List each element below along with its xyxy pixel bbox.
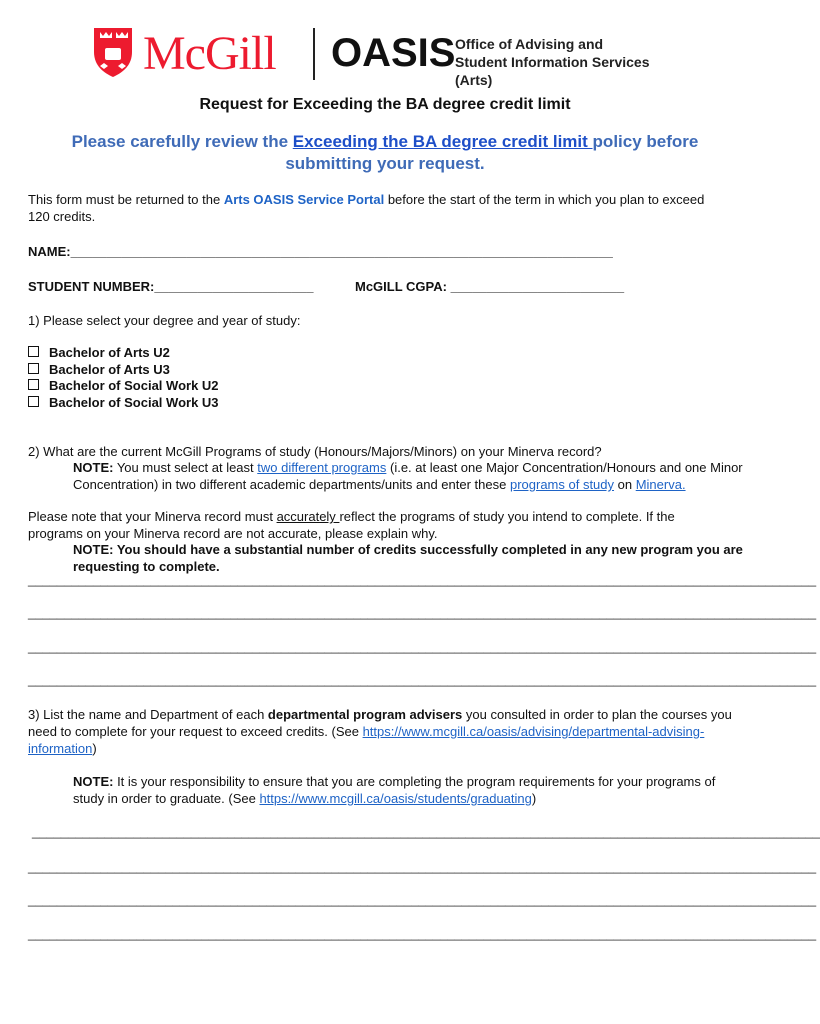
oasis-wordmark: OASIS bbox=[331, 31, 456, 75]
option-bsw-u2[interactable]: Bachelor of Social Work U2 bbox=[28, 378, 219, 395]
student-number-field[interactable]: STUDENT NUMBER:______________________ bbox=[28, 279, 314, 294]
two-programs-link[interactable]: two different programs bbox=[257, 460, 387, 475]
mcgill-shield-icon bbox=[92, 26, 134, 78]
mcgill-wordmark: McGill bbox=[143, 27, 276, 80]
programs-of-study-link[interactable]: programs of study bbox=[509, 477, 615, 492]
question-2-note: NOTE: You must select at least two different programs (i.e. at least one Major Concentration/Honours and one Minor Concentration) in two different academic departments/units and enter these programs of study on Minerva. bbox=[73, 460, 743, 492]
option-ba-u2[interactable]: Bachelor of Arts U2 bbox=[28, 345, 219, 362]
checkbox-icon[interactable] bbox=[28, 363, 39, 374]
office-name: Office of Advising and Student Information Services (Arts) bbox=[455, 36, 650, 88]
question-3: 3) List the name and Department of each departmental program advisers you consulted in order to plan the courses you need to complete for your request to exceed credits. (See https://www.mcgill.ca/oasis/advising/departmental-advising-information) bbox=[28, 707, 732, 756]
degree-options bbox=[28, 345, 219, 411]
name-field[interactable]: NAME:___________________________________________________________________________ bbox=[28, 244, 613, 259]
service-portal-link[interactable]: Arts OASIS Service Portal bbox=[223, 192, 385, 207]
question-2: 2) What are the current McGill Programs of study (Honours/Majors/Minors) on your Minerva record? bbox=[28, 444, 602, 459]
answer-line[interactable]: _____________________________________________________________________________________________________________ bbox=[28, 572, 817, 587]
option-ba-u3[interactable]: Bachelor of Arts U3 bbox=[28, 362, 219, 379]
review-notice: Please carefully review the Exceeding the BA degree credit limit policy before submitting your request. bbox=[71, 132, 699, 173]
logo-divider bbox=[313, 28, 315, 80]
question-3-note: NOTE: It is your responsibility to ensure that you are completing the program requirements for your programs of study in order to graduate. (See https://www.mcgill.ca/oasis/students/graduating) bbox=[73, 774, 716, 806]
advising-info-link[interactable]: https://www.mcgill.ca/oasis/advising/departmental-advising-information bbox=[28, 724, 705, 756]
graduating-link[interactable]: https://www.mcgill.ca/oasis/students/graduating bbox=[259, 791, 532, 806]
answer-line[interactable]: _____________________________________________________________________________________________________________ bbox=[28, 859, 817, 874]
answer-line[interactable]: _____________________________________________________________________________________________________________ bbox=[32, 824, 820, 839]
answer-line[interactable]: _____________________________________________________________________________________________________________ bbox=[28, 639, 817, 654]
form-title: Request for Exceeding the BA degree credit limit bbox=[199, 96, 571, 113]
answer-line[interactable]: _____________________________________________________________________________________________________________ bbox=[28, 926, 817, 941]
policy-link[interactable]: Exceeding the BA degree credit limit bbox=[292, 132, 593, 151]
checkbox-icon[interactable] bbox=[28, 346, 39, 357]
checkbox-icon[interactable] bbox=[28, 396, 39, 407]
option-bsw-u3[interactable]: Bachelor of Social Work U3 bbox=[28, 395, 219, 412]
question-2-note-2: NOTE: You should have a substantial number of credits successfully completed in any new program you are requesting to complete. bbox=[73, 542, 743, 574]
checkbox-icon[interactable] bbox=[28, 379, 39, 390]
answer-line[interactable]: _____________________________________________________________________________________________________________ bbox=[28, 605, 817, 620]
answer-line[interactable]: _____________________________________________________________________________________________________________ bbox=[28, 672, 817, 687]
header-logo bbox=[88, 24, 688, 88]
minerva-link[interactable]: Minerva. bbox=[635, 477, 686, 492]
intro-text: This form must be returned to the Arts OASIS Service Portal before the start of the term in which you plan to exceed 120 credits. bbox=[28, 192, 705, 224]
question-1: 1) Please select your degree and year of study: bbox=[28, 313, 301, 328]
question-2-please-note: Please note that your Minerva record must accurately reflect the programs of study you intend to complete. If the programs on your Minerva record are not accurate, please explain why. bbox=[28, 509, 675, 541]
cgpa-field[interactable]: McGILL CGPA: ________________________ bbox=[355, 279, 625, 294]
answer-line[interactable]: _____________________________________________________________________________________________________________ bbox=[28, 892, 817, 907]
